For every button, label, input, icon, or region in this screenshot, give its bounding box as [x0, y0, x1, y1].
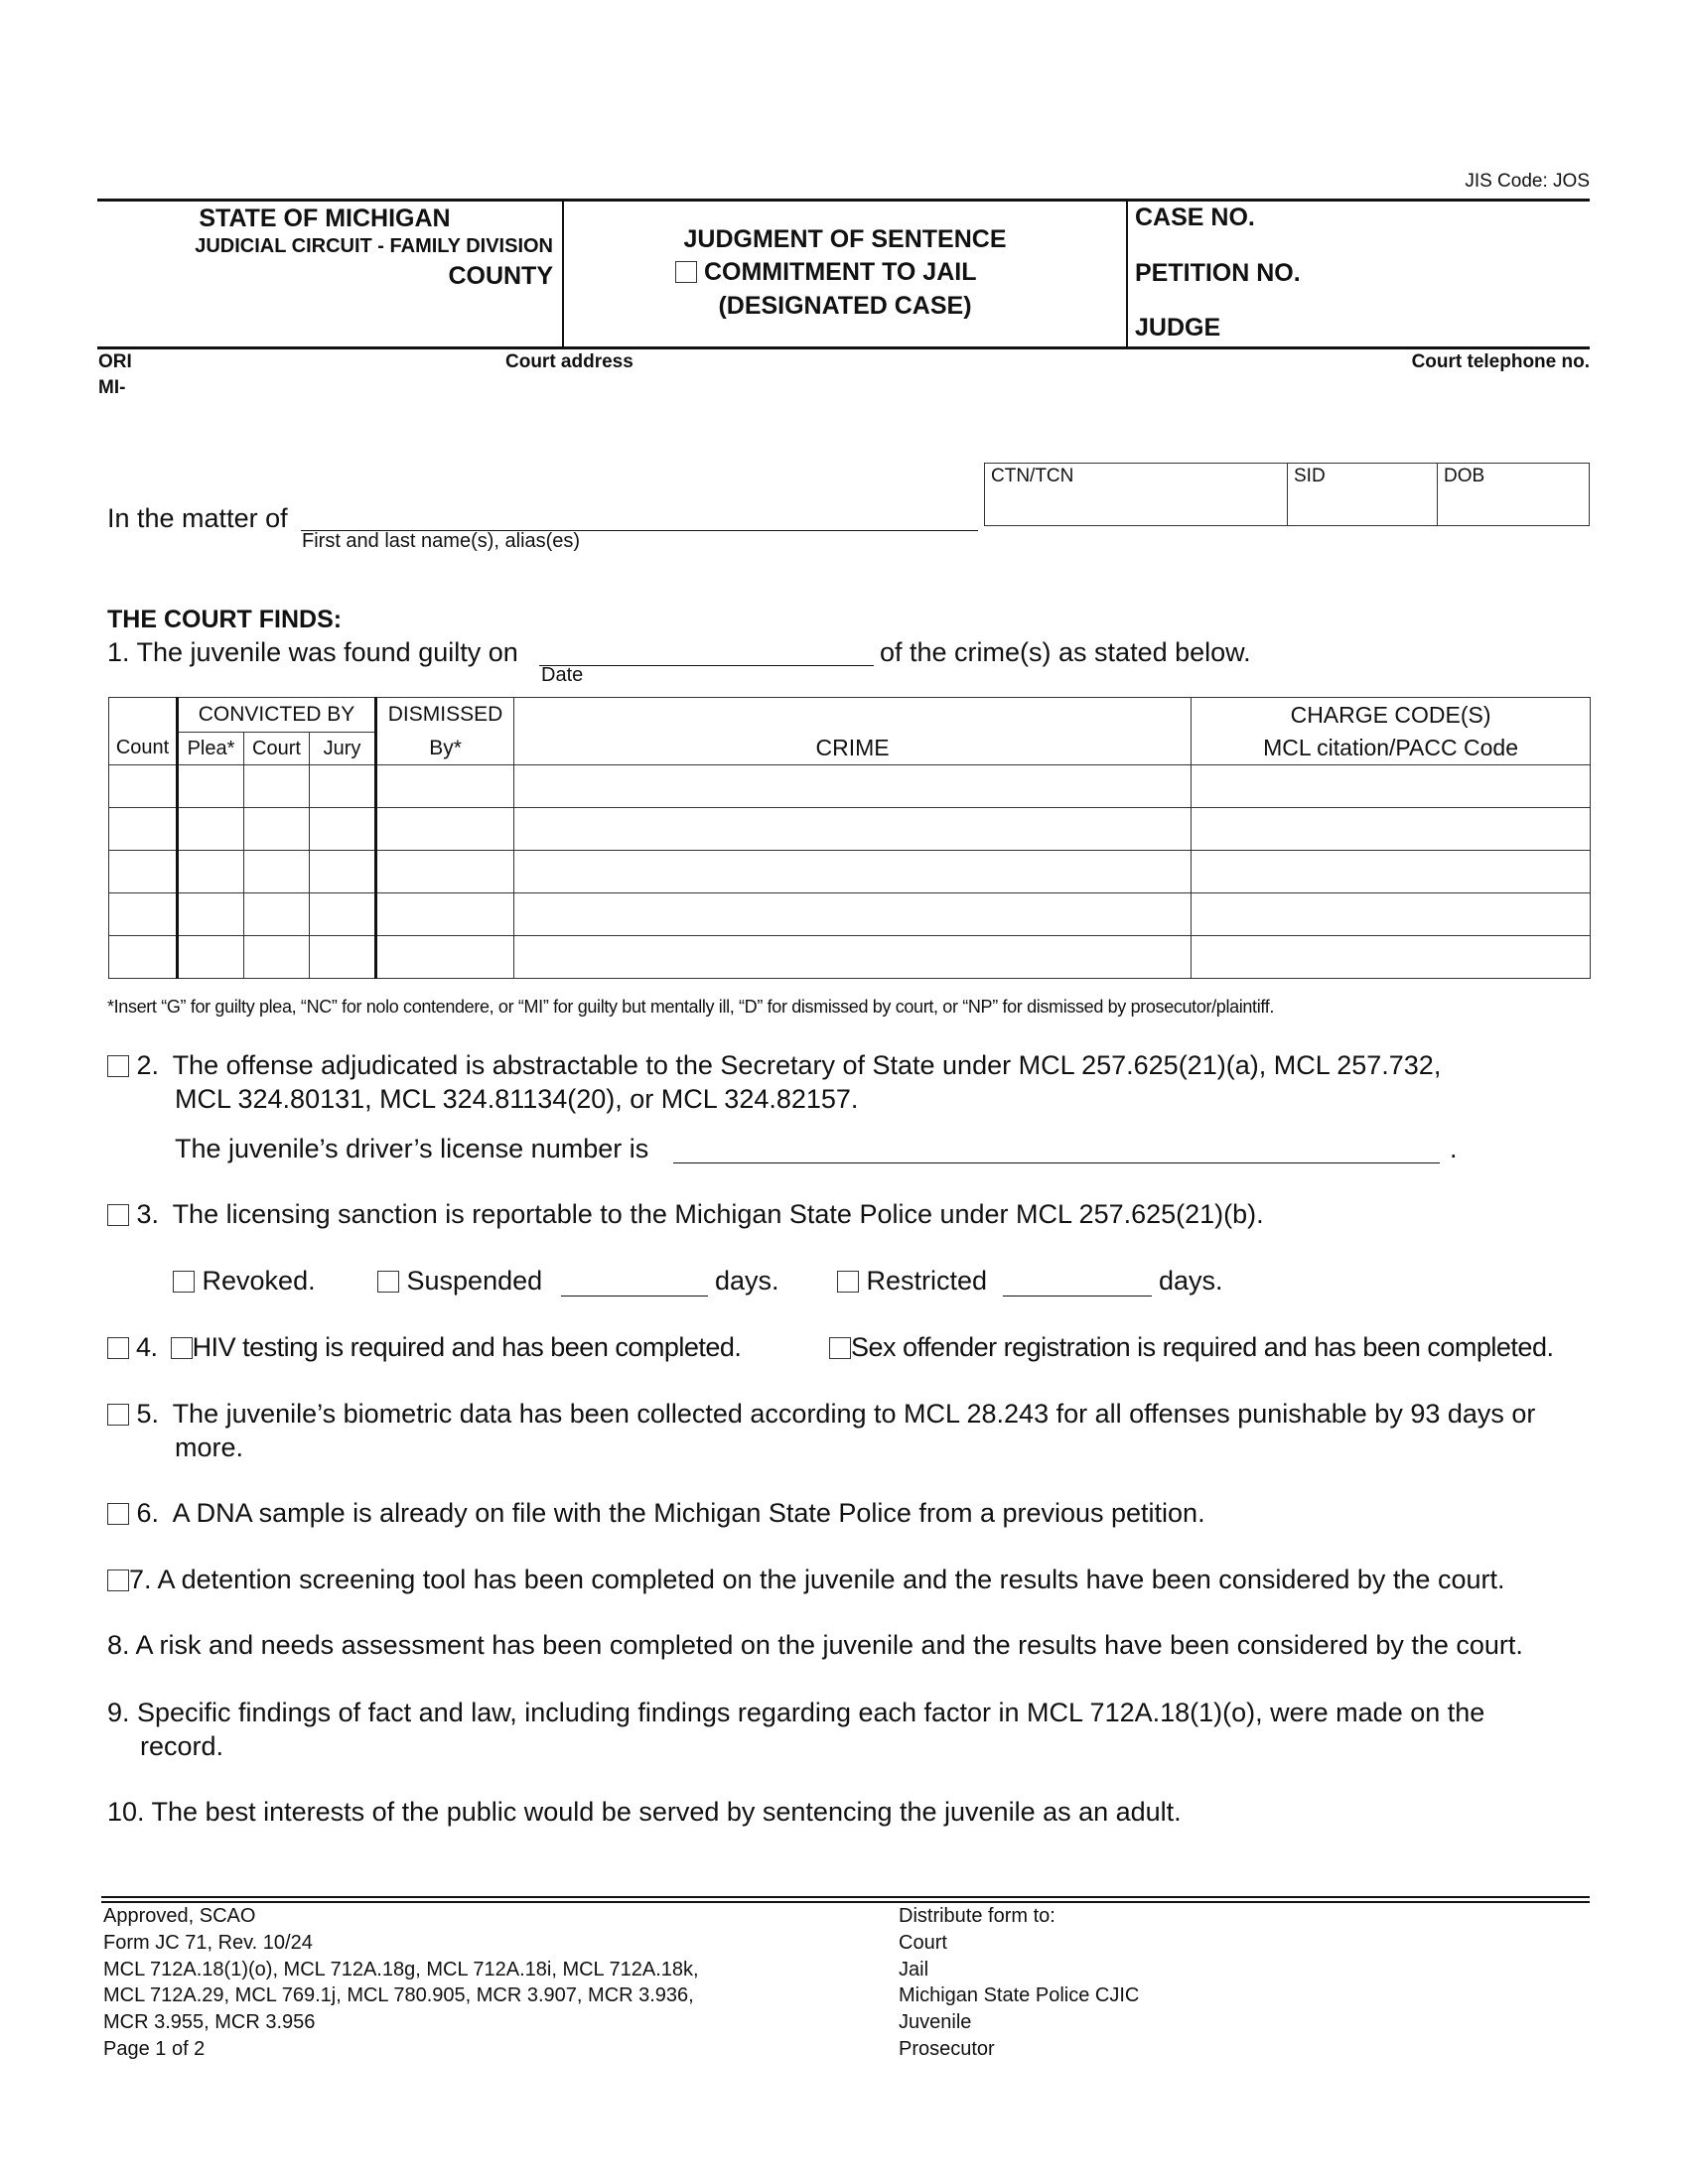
distribute-juvenile: Juvenile: [899, 2011, 972, 2034]
juvenile-name-input[interactable]: [301, 504, 978, 531]
item3-number: 3.: [136, 1199, 160, 1229]
distribute-msp: Michigan State Police CJIC: [899, 1984, 1140, 2007]
license-number-input[interactable]: [673, 1137, 1440, 1163]
item7-checkbox[interactable]: [107, 1570, 129, 1591]
sid-box[interactable]: [1287, 463, 1438, 526]
item6-number: 6.: [136, 1498, 160, 1528]
crime-row: [109, 765, 1591, 808]
item8-text: 8. A risk and needs assessment has been completed on the juvenile and the results have been considered by the court.: [107, 1630, 1523, 1660]
crime-cell: [514, 851, 1192, 893]
plea-input[interactable]: [179, 851, 243, 892]
item5-line2: more.: [175, 1433, 244, 1462]
dismissed-by-input[interactable]: [377, 936, 513, 978]
dismissed-by-cell: [376, 765, 514, 808]
item1-prefix: 1. The juvenile was found guilty on: [107, 637, 518, 667]
ori-label: ORI: [98, 351, 132, 372]
footer-mcl-2: MCL 712A.29, MCL 769.1j, MCL 780.905, MCR 3.907, MCR 3.936,: [103, 1984, 694, 2007]
court-address-label: Court address: [505, 351, 633, 372]
form-subtitle: (DESIGNATED CASE): [718, 292, 972, 320]
crime-header: CRIME: [514, 733, 1192, 765]
crime-rows: [109, 765, 1591, 979]
dob-label: DOB: [1444, 466, 1485, 486]
court-input[interactable]: [244, 808, 309, 850]
charge-code-input[interactable]: [1192, 808, 1590, 850]
crime-input[interactable]: [514, 893, 1191, 935]
revoked-checkbox[interactable]: [173, 1271, 195, 1293]
header-divider-right: [1126, 199, 1128, 347]
count-input[interactable]: [109, 808, 176, 850]
crime-input[interactable]: [514, 808, 1191, 850]
header-divider-left: [562, 199, 564, 347]
jury-input[interactable]: [310, 936, 374, 978]
restricted-checkbox[interactable]: [837, 1271, 859, 1293]
jury-cell: [310, 893, 376, 936]
jury-input[interactable]: [310, 808, 374, 850]
item5-line1: The juvenile’s biometric data has been collected according to MCL 28.243 for all offenses punishable by 93 days or: [172, 1399, 1536, 1429]
county-label: COUNTY: [448, 262, 553, 290]
court-input[interactable]: [244, 893, 309, 935]
suspended-label: Suspended: [406, 1266, 543, 1296]
jury-input[interactable]: [310, 893, 374, 935]
hiv-checkbox[interactable]: [171, 1337, 193, 1359]
item4: [107, 1330, 741, 1364]
mcl-header: MCL citation/PACC Code: [1192, 733, 1591, 765]
court-input[interactable]: [244, 851, 309, 892]
footer-distribution: [899, 1903, 1139, 2063]
count-cell: [109, 808, 178, 851]
restricted-label: Restricted: [866, 1266, 988, 1296]
jury-header: Jury: [310, 733, 376, 765]
crime-input[interactable]: [514, 765, 1191, 807]
court-division: JUDICIAL CIRCUIT - FAMILY DIVISION: [195, 235, 553, 257]
license-period: .: [1450, 1134, 1458, 1163]
dismissed-by-cell: [376, 936, 514, 979]
item5-number: 5.: [136, 1399, 160, 1429]
charge-codes-header: CHARGE CODE(S): [1192, 698, 1591, 733]
charge-code-cell: [1192, 765, 1591, 808]
footer-approved: Approved, SCAO: [103, 1905, 256, 1927]
plea-input[interactable]: [179, 936, 243, 978]
sex-offender-option: [829, 1330, 1553, 1364]
header-bottom-rule: [97, 346, 1590, 349]
plea-cell: [178, 808, 244, 851]
count-input[interactable]: [109, 936, 176, 978]
ctn-tcn-label: CTN/TCN: [991, 466, 1074, 486]
item7-text: A detention screening tool has been completed on the juvenile and the results have been considered by the court.: [157, 1565, 1505, 1594]
plea-input[interactable]: [179, 765, 243, 807]
charge-code-input[interactable]: [1192, 765, 1590, 807]
crime-cell: [514, 765, 1192, 808]
court-cell: [244, 851, 310, 893]
footnote: *Insert “G” for guilty plea, “NC” for nolo contendere, or “MI” for guilty but mentally ill, “D” for dismissed by court, or “NP” for dismissed by prosecutor/plaintiff.: [107, 997, 1274, 1017]
count-cell: [109, 893, 178, 936]
restricted-option: [837, 1264, 987, 1297]
charge-code-cell: [1192, 808, 1591, 851]
crime-row: [109, 808, 1591, 851]
hiv-label: HIV testing is required and has been completed.: [192, 1332, 742, 1362]
date-caption: Date: [541, 664, 584, 686]
by-header: By*: [376, 733, 514, 765]
item4-number: 4.: [136, 1332, 158, 1362]
judge-label: JUDGE: [1135, 314, 1221, 341]
charge-code-cell: [1192, 936, 1591, 979]
distribute-court: Court: [899, 1931, 947, 1954]
court-telephone-label: Court telephone no.: [1411, 351, 1590, 372]
item4-checkbox[interactable]: [107, 1337, 129, 1359]
item3: [107, 1197, 1264, 1231]
count-header: Count: [109, 733, 178, 765]
jury-input[interactable]: [310, 765, 374, 807]
sex-offender-checkbox[interactable]: [829, 1337, 851, 1359]
item3-text: The licensing sanction is reportable to the Michigan State Police under MCL 257.625(21)(b).: [172, 1199, 1264, 1229]
dismissed-by-cell: [376, 893, 514, 936]
item7: [107, 1563, 1504, 1596]
item6-text: A DNA sample is already on file with the Michigan State Police from a previous petition.: [172, 1498, 1205, 1528]
dismissed-by-cell: [376, 851, 514, 893]
distribute-heading: Distribute form to:: [899, 1905, 1055, 1927]
item7-number: 7.: [129, 1565, 152, 1594]
item3-checkbox[interactable]: [107, 1204, 129, 1226]
header-top-rule: [97, 199, 1590, 202]
item2-line1: The offense adjudicated is abstractable to the Secretary of State under MCL 257.625(21)(a), MCL 257.732,: [172, 1050, 1442, 1080]
count-input[interactable]: [109, 893, 176, 935]
dismissed-by-input[interactable]: [377, 851, 513, 892]
footer-page-number: Page 1 of 2: [103, 2037, 206, 2060]
plea-cell: [178, 851, 244, 893]
item2: [107, 1048, 1441, 1082]
count-header-top: [109, 698, 178, 733]
plea-cell: [178, 765, 244, 808]
dismissed-by-input[interactable]: [377, 765, 513, 807]
guilty-date-input[interactable]: [539, 639, 874, 666]
dismissed-by-input[interactable]: [377, 893, 513, 935]
court-cell: [244, 808, 310, 851]
charge-code-input[interactable]: [1192, 936, 1590, 978]
license-label: The juvenile’s driver’s license number is: [175, 1134, 649, 1163]
item9-line2: record.: [140, 1731, 224, 1761]
crime-cell: [514, 936, 1192, 979]
item1-suffix: of the crime(s) as stated below.: [880, 637, 1251, 667]
charge-code-input[interactable]: [1192, 851, 1590, 892]
crime-row: [109, 851, 1591, 893]
suspended-option: [377, 1264, 542, 1297]
revoked-label: Revoked.: [202, 1266, 316, 1296]
court-cell: [244, 936, 310, 979]
count-cell: [109, 936, 178, 979]
jury-cell: [310, 936, 376, 979]
court-input[interactable]: [244, 936, 309, 978]
plea-cell: [178, 936, 244, 979]
state-name: STATE OF MICHIGAN: [199, 205, 451, 232]
court-finds-heading: THE COURT FINDS:: [107, 606, 343, 633]
court-header: Court: [244, 733, 310, 765]
sex-offender-label: Sex offender registration is required and has been completed.: [851, 1332, 1554, 1362]
suspended-days-input[interactable]: [561, 1270, 708, 1297]
count-cell: [109, 851, 178, 893]
suspended-days-label: days.: [715, 1266, 779, 1296]
item6-checkbox[interactable]: [107, 1503, 129, 1525]
crime-input[interactable]: [514, 936, 1191, 978]
dismissed-by-cell: [376, 808, 514, 851]
dob-box[interactable]: [1437, 463, 1590, 526]
court-cell: [244, 893, 310, 936]
footer-rule-1: [101, 1896, 1590, 1898]
crime-cell: [514, 893, 1192, 936]
commitment-checkbox[interactable]: [675, 261, 697, 283]
case-no-label: CASE NO.: [1135, 204, 1255, 231]
court-input[interactable]: [244, 765, 309, 807]
petition-no-label: PETITION NO.: [1135, 259, 1301, 287]
item9-line1: 9. Specific findings of fact and law, including findings regarding each factor in MCL 712A.18(1)(o), were made on the: [107, 1698, 1485, 1727]
item5: [107, 1397, 1535, 1431]
name-caption: First and last name(s), alias(es): [302, 530, 581, 552]
dismissed-header: DISMISSED: [376, 698, 514, 733]
jury-cell: [310, 808, 376, 851]
crime-table: [108, 697, 1591, 979]
form-title: JUDGMENT OF SENTENCE: [683, 225, 1007, 253]
distribute-jail: Jail: [899, 1958, 929, 1980]
distribute-prosecutor: Prosecutor: [899, 2037, 995, 2060]
item2-number: 2.: [136, 1050, 160, 1080]
ctn-tcn-box[interactable]: [984, 463, 1288, 526]
item10-text: 10. The best interests of the public would be served by sentencing the juvenile as an adult.: [107, 1797, 1182, 1827]
footer-form-number: Form JC 71, Rev. 10/24: [103, 1931, 313, 1954]
plea-input[interactable]: [179, 893, 243, 935]
court-cell: [244, 765, 310, 808]
count-input[interactable]: [109, 851, 176, 892]
charge-code-input[interactable]: [1192, 893, 1590, 935]
commitment-label: COMMITMENT TO JAIL: [703, 258, 977, 286]
item6: [107, 1496, 1205, 1530]
jury-input[interactable]: [310, 851, 374, 892]
revoked-option: [173, 1264, 316, 1297]
jury-cell: [310, 765, 376, 808]
crime-header-top: [514, 698, 1192, 733]
sid-label: SID: [1294, 466, 1326, 486]
plea-cell: [178, 893, 244, 936]
charge-code-cell: [1192, 851, 1591, 893]
plea-header: Plea*: [178, 733, 244, 765]
crime-input[interactable]: [514, 851, 1191, 892]
convicted-by-header: CONVICTED BY: [178, 698, 376, 733]
crime-row: [109, 893, 1591, 936]
item5-checkbox[interactable]: [107, 1404, 129, 1426]
item2-line2: MCL 324.80131, MCL 324.81134(20), or MCL 324.82157.: [175, 1084, 859, 1114]
item2-checkbox[interactable]: [107, 1055, 129, 1077]
suspended-checkbox[interactable]: [377, 1271, 399, 1293]
jis-code: JIS Code: JOS: [1465, 171, 1590, 192]
count-cell: [109, 765, 178, 808]
restricted-days-label: days.: [1159, 1266, 1223, 1296]
in-matter-of-label: In the matter of: [107, 503, 288, 533]
restricted-days-input[interactable]: [1003, 1270, 1152, 1297]
plea-input[interactable]: [179, 808, 243, 850]
jury-cell: [310, 851, 376, 893]
mi-label: MI-: [98, 377, 126, 398]
footer-mcl-1: MCL 712A.18(1)(o), MCL 712A.18g, MCL 712A.18i, MCL 712A.18k,: [103, 1958, 699, 1980]
dismissed-by-input[interactable]: [377, 808, 513, 850]
footer-mcr: MCR 3.955, MCR 3.956: [103, 2011, 316, 2034]
footer-left: [103, 1903, 699, 2063]
crime-cell: [514, 808, 1192, 851]
charge-code-cell: [1192, 893, 1591, 936]
crime-row: [109, 936, 1591, 979]
title-commitment: [675, 258, 976, 287]
count-input[interactable]: [109, 765, 176, 807]
